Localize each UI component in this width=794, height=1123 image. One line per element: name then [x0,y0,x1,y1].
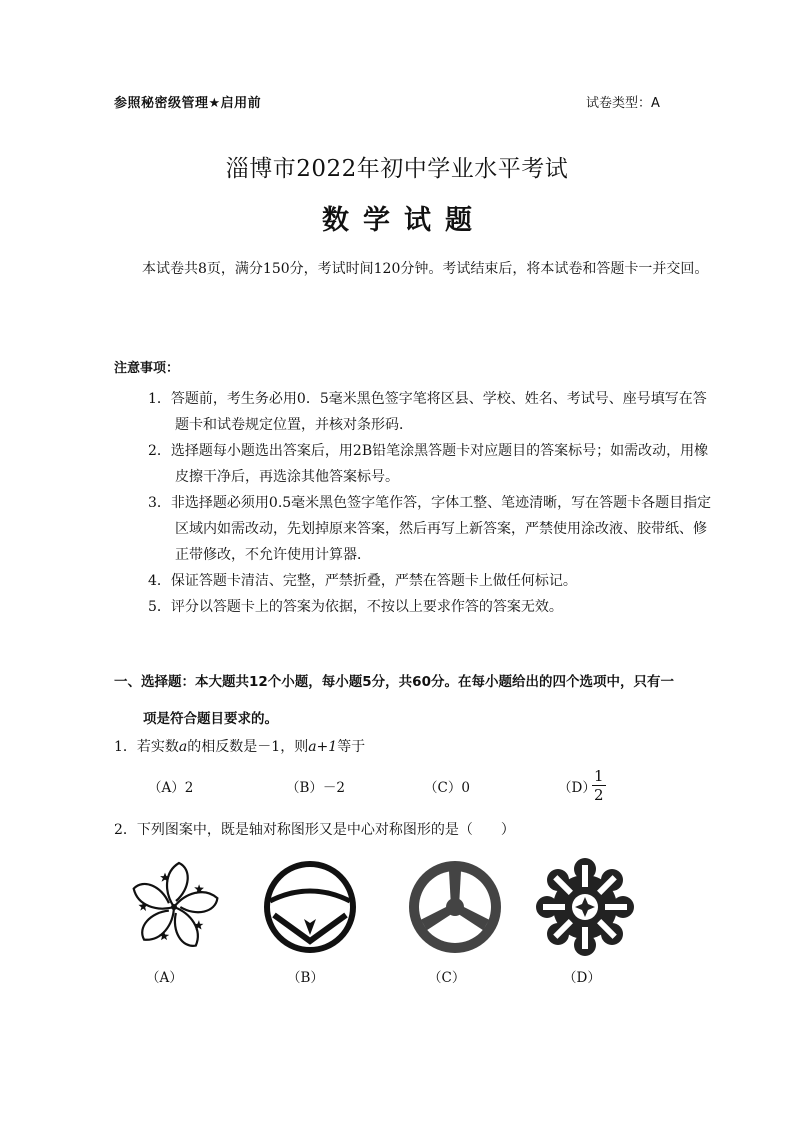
q1-expr: a+1 [308,739,338,755]
q1-option-d-fraction [592,767,606,804]
three-spoke-wheel-icon [405,857,505,957]
notice-item: 2．选择题每小题选出答案后，用2B铅笔涂黑答题卡对应题目的答案标号；如需改动，用橡皮擦干净后，再选涂其他答案标号。 [148,443,709,485]
q1-var: a [178,739,188,755]
q2-label-d: （D） [563,970,601,986]
flower-petal [160,863,188,907]
ornamental-flower-icon [535,857,635,957]
flower-center [171,904,177,910]
q2-label-b: （B） [287,970,324,986]
q2-label-c: （C） [428,970,466,986]
inner-arc [270,891,350,901]
notice-item: 1．答题前，考生务必用0．5毫米黑色签字笔将区县、学校、姓名、考试号、座号填写在答题卡和试卷规定位置，并核对条形码． [148,391,707,433]
ornament-slot [582,865,588,887]
q1-post: 等于 [337,739,366,755]
notice-list [148,386,713,620]
notice-title: 注意事项： [114,361,180,376]
q1-options [148,766,668,810]
ornament-slot [582,927,588,949]
wheel-hub [446,898,464,916]
center-arrow [304,919,316,935]
fraction-numerator: 1 [594,767,604,785]
bauhinia-flower-icon [124,857,224,957]
circle-v-emblem-icon [260,857,360,957]
exam-intro: 本试卷共8页，满分150分，考试时间120分钟。考试结束后，将本试卷和答题卡一并交回。 [142,261,709,277]
question-1 [114,736,365,756]
notice-item: 4．保证答题卡清洁、完整，严禁折叠，严禁在答题卡上做任何标记。 [148,573,577,589]
q2-label-a: （A） [146,970,183,986]
section-title [114,664,714,738]
ornament-slot [543,904,565,910]
q1-option-d-label: （D） [558,780,596,796]
q1-mid: 的相反数是－1，则 [187,739,309,755]
exam-subtitle: 数学试题 [322,205,486,236]
notice-item: 5．评分以答题卡上的答案为依据，不按以上要求作答的答案无效。 [148,599,563,615]
ornament-slot [605,904,627,910]
notice-item: 3．非选择题必须用0.5毫米黑色签字笔作答，字体工整、笔迹清晰，写在答题卡各题目指定区域内如需改动，先划掉原来答案，然后再写上新答案，严禁使用涂改液、胶带纸、修正带修改，不允许使用计算器． [148,495,712,563]
fraction-denominator: 2 [594,786,604,804]
q1-pre: 1．若实数 [114,739,179,755]
question-2: 2．下列图案中，既是轴对称图形又是中心对称图形的是（ ） [114,822,515,838]
paper-type-label: 试卷类型：A [586,96,660,111]
outer-ring [267,864,353,950]
confidentiality-label: 参照秘密级管理★启用前 [114,96,262,111]
q1-option-a: （A）2 [148,780,194,796]
section-title-line2: 项是符合题目要求的。 [143,711,278,727]
q1-option-b: （B）－2 [286,780,346,796]
exam-title: 淄博市2022年初中学业水平考试 [225,156,569,182]
q1-option-c: （C）0 [424,780,470,796]
section-title-line1: 一、选择题：本大题共12个小题，每小题5分，共60分。在每小题给出的四个选项中，只有一 [114,674,674,690]
